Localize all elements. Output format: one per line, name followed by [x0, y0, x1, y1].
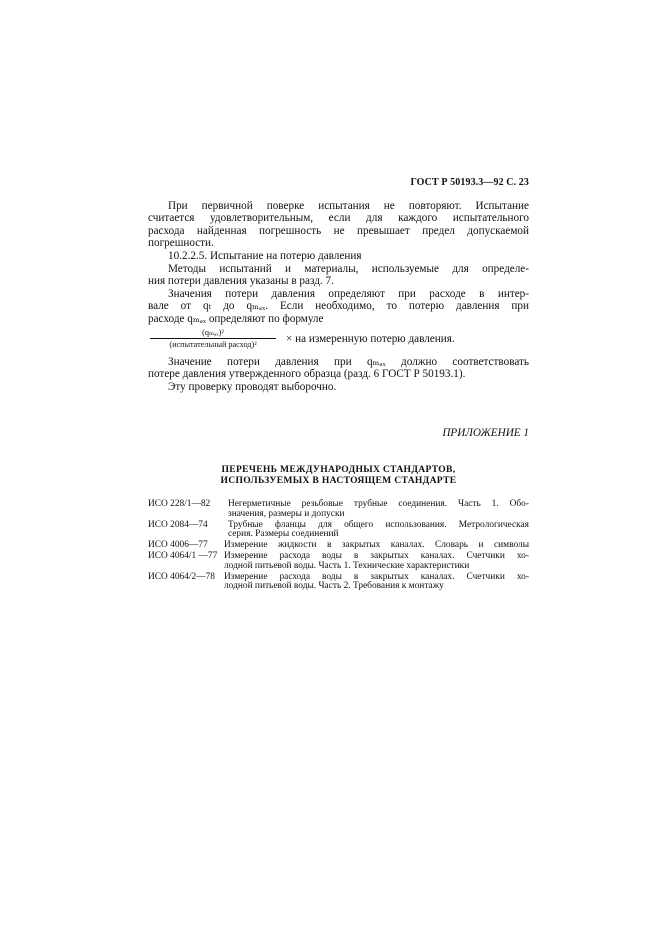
reference-code: ИСО 2084—74	[148, 519, 208, 530]
reference-item	[148, 552, 529, 572]
paragraph-verification	[148, 200, 529, 250]
reference-code: ИСО 4064/1 —77	[148, 550, 218, 561]
reference-code: ИСО 228/1—82	[148, 499, 211, 509]
references-list	[148, 500, 529, 593]
paragraph-conformity: Значение потери давления при qₘₐₓ должно соответствовать потере давления утвержденного образца (разд. 6 ГОСТ Р 50193.1).	[148, 356, 529, 381]
reference-text: Измерение жидкости в закрытых каналах. Словарь и символы	[224, 540, 529, 551]
reference-code: ИСО 4006—77	[148, 540, 208, 551]
reference-text: Измерение расхода воды в закрытых каналах. Счетчики хо-	[224, 550, 529, 561]
formula-fraction	[148, 328, 278, 349]
reference-item	[148, 573, 529, 593]
text-line: считается удовлетворительным, если для каждого испытательного	[148, 212, 529, 225]
reference-item	[148, 541, 529, 551]
paragraph-pressure-loss: Значения потери давления определяют при расходе в интер- вале от qₜ до qₘₐₓ. Если необходимо, то потерю давления при расходе qₘₐₓ определяют по формуле	[148, 288, 529, 325]
reference-item	[148, 500, 529, 520]
reference-text: лодной питьевой воды. Часть 1. Технические характеристики	[224, 560, 470, 571]
formula-text: × на измеренную потерю давления.	[286, 333, 455, 345]
formula-denominator: (испытательный расход)²	[169, 340, 257, 349]
reference-text: серия. Размеры соединений	[228, 529, 339, 540]
appendix-title-line: ИСПОЛЬЗУЕМЫХ В НАСТОЯЩЕМ СТАНДАРТЕ	[220, 475, 457, 486]
page-header: ГОСТ Р 50193.3—92 С. 23	[410, 177, 529, 188]
formula	[148, 328, 529, 352]
text-line: расхода найденная погрешность не превышает предел допускаемой	[148, 224, 529, 237]
appendix-title-line: ПЕРЕЧЕНЬ МЕЖДУНАРОДНЫХ СТАНДАРТОВ,	[221, 464, 456, 475]
paragraph-sampling: Эту проверку проводят выборочно.	[168, 381, 337, 393]
appendix-title	[148, 464, 529, 486]
reference-text: значения, размеры и допуски	[228, 508, 345, 519]
text-line: При первичной поверке испытания не повторяют. Испытание	[168, 200, 529, 212]
reference-code: ИСО 4064/2—78	[148, 571, 215, 582]
formula-numerator: (qₘₐₓ)²	[202, 328, 224, 337]
reference-text: Негерметичные резьбовые трубные соединения. Часть 1. Обо-	[228, 499, 529, 509]
reference-item	[148, 521, 529, 541]
paragraph-methods: Методы испытаний и материалы, используемые для определе- ния потери давления указаны в разд. 7.	[148, 263, 529, 288]
text-line: погрешности.	[148, 237, 214, 250]
reference-text: лодной питьевой воды. Часть 2. Требования к монтажу	[224, 581, 444, 592]
section-heading: 10.2.2.5. Испытание на потерю давления	[168, 250, 362, 262]
reference-text: Трубные фланцы для общего использования. Метрологическая	[228, 519, 529, 530]
appendix-label: ПРИЛОЖЕНИЕ 1	[442, 427, 529, 439]
reference-text: Измерение расхода воды в закрытых каналах. Счетчики хо-	[224, 571, 529, 582]
